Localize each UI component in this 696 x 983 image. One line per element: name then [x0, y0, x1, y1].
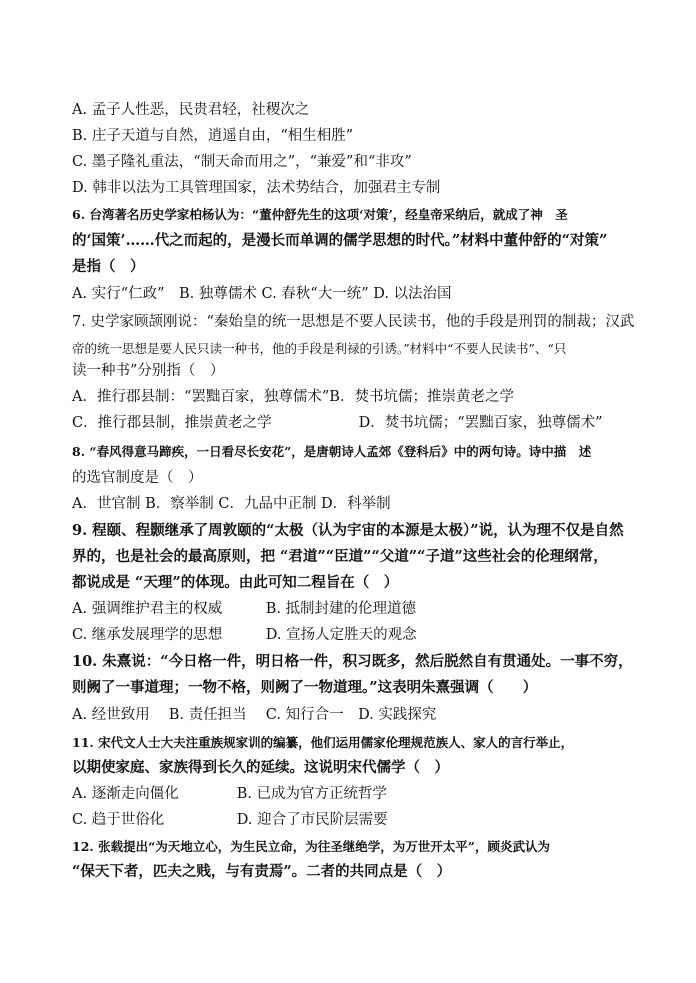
- q9-stem-line-2: 界的，也是社会的最高原则，把 “君道”“臣道”“父道”“子道”这些社会的伦理纲常，: [72, 548, 608, 565]
- q11-options-cd: C. 趋于世俗化 D. 迎合了市民阶层需要: [72, 812, 388, 828]
- q8-stem-line-2: 的选官制度是（ ）: [72, 470, 203, 486]
- q9-options-ab: A. 强调维护君主的权威 B. 抵制封建的伦理道德: [72, 601, 417, 617]
- q7-stem-line-1: 7. 史学家顾颉刚说：“秦始皇的统一思想是不要人民读书，他的手段是刑罚的制裁；汉武: [72, 314, 635, 330]
- q9-options-cd: C. 继承发展理学的思想 D. 宣扬人定胜天的观念: [72, 627, 417, 643]
- q5-option-b: B. 庄子天道与自然，逍遥自由，“相生相胜”: [72, 128, 354, 144]
- q12-stem-line-1: 12. 张载提出“为天地立心，为生民立命，为往圣继绝学，为万世开太平”，顾炎武认为: [72, 839, 550, 854]
- q10-options: A. 经世致用 B. 责任担当 C. 知行合一 D. 实践探究: [72, 707, 437, 723]
- q5-option-c: C. 墨子隆礼重法，“制天命而用之”，“兼爱”和“非攻”: [72, 154, 412, 170]
- q6-stem-line-1: 6. 台湾著名历史学家柏杨认为：“董仲舒先生的这项‘对策’，经皇帝采纳后，就成了神 圣: [72, 207, 568, 222]
- q5-option-a: A. 孟子人性恶，民贵君轻，社稷次之: [72, 102, 310, 118]
- q5-option-d: D. 韩非以法为工具管理国家，法术势结合，加强君主专制: [72, 180, 441, 196]
- q10-stem-line-2: 则阙了一事道理；一物不格，则阙了一物道理。”这表明朱熹强调（ ）: [72, 679, 538, 696]
- q7-options-cd: C．推行郡县制，推崇黄老之学 D．焚书坑儒；“罢黜百家，独尊儒术”: [72, 415, 603, 431]
- q6-options: A. 实行“仁政” B. 独尊儒术 C. 春秋“大一统” D. 以法治国: [72, 286, 452, 302]
- q7-options-ab: A．推行郡县制：“罢黜百家，独尊儒术”B．焚书坑儒；推崇黄老之学: [72, 389, 514, 405]
- q8-options: A．世官制 B．察举制 C．九品中正制 D．科举制: [72, 496, 391, 512]
- q6-stem-line-2: 的‘国策’……代之而起的，是漫长而单调的儒学思想的时代。”材料中董仲舒的“对策”: [72, 232, 608, 249]
- q7-stem-line-3: 读一种书”分别指（ ）: [72, 363, 225, 379]
- q9-stem-line-1: 9. 程颐、程颢继承了周敦颐的“太极（认为宇宙的本源是太极）”说，认为理不仅是自然: [72, 522, 624, 539]
- q10-stem-line-1: 10. 朱熹说：“今日格一件，明日格一件，积习既多，然后脱然自有贯通处。一事不穷，: [72, 653, 633, 670]
- q7-stem-line-2: 帝的统一思想是要人民只读一种书，他的手段是利禄的引诱。”材料中“不要人民读书”、“只: [72, 341, 567, 356]
- q11-stem-line-2: 以期使家庭、家族得到长久的延续。这说明宋代儒学（ ）: [72, 759, 449, 776]
- q9-stem-line-3: 都说成是 “天理”的体现。由此可知二程旨在（ ）: [72, 574, 399, 591]
- q11-options-ab: A. 逐渐走向僵化 B. 已成为官方正统哲学: [72, 786, 388, 802]
- q12-stem-line-2: “保天下者，匹夫之贱，与有责焉”。二者的共同点是（ ）: [72, 863, 452, 880]
- q11-stem-line-1: 11. 宋代文人士大夫注重族规家训的编纂，他们运用儒家伦理规范族人、家人的言行举止，: [72, 735, 574, 750]
- q8-stem-line-1: 8. “春风得意马蹄疾，一日看尽长安花”，是唐朝诗人孟郊《登科后》中的两句诗。诗中描 述: [72, 444, 592, 459]
- q6-stem-line-3: 是指（ ）: [72, 258, 145, 275]
